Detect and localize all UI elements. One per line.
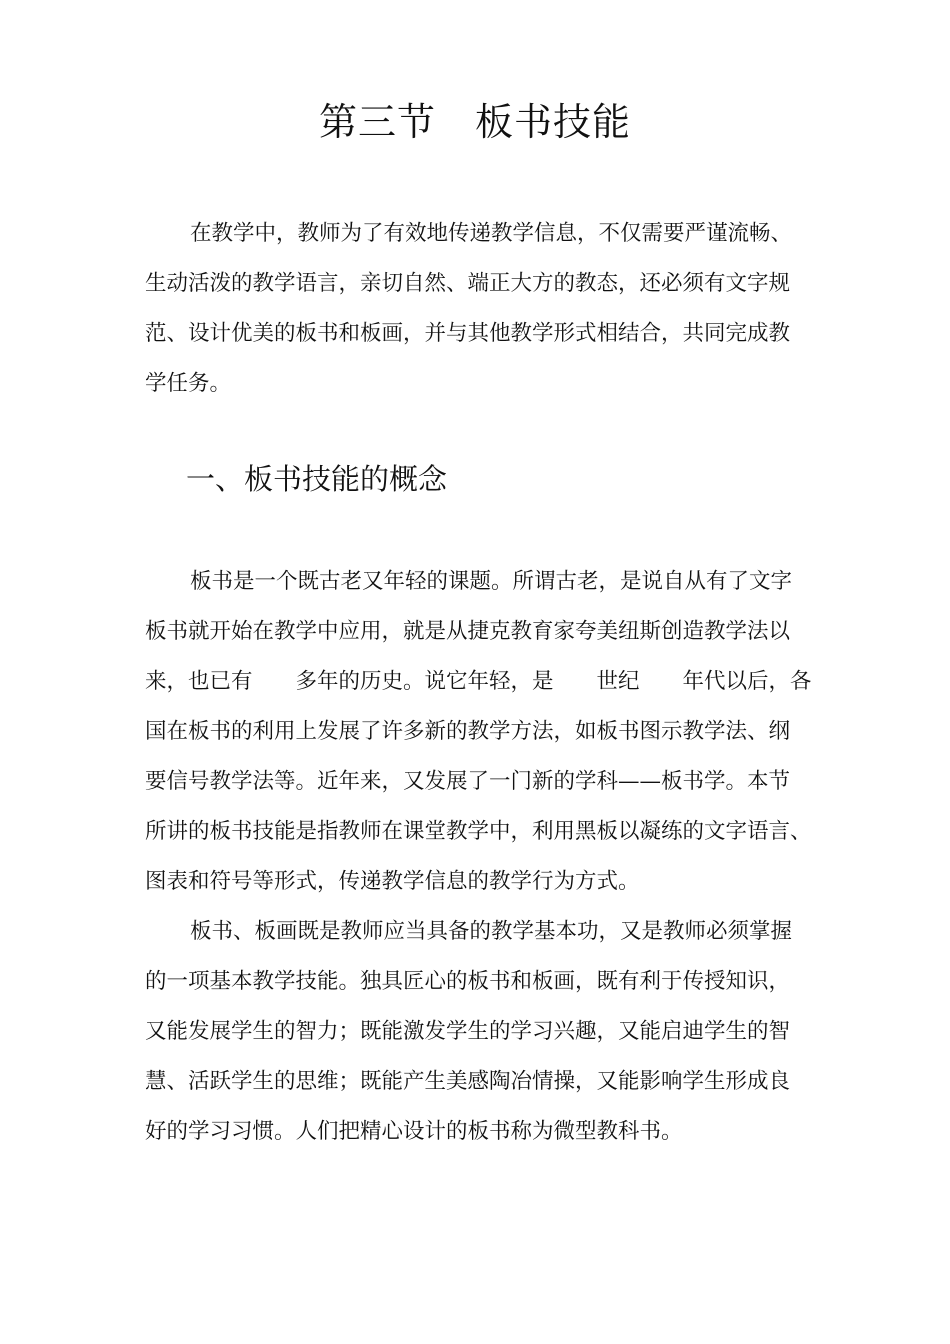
paragraph-line: 好的学习习惯。人们把精心设计的板书称为微型教科书。 xyxy=(145,1119,683,1144)
paragraph-line: 学任务。 xyxy=(145,371,232,396)
paragraph-line: 所讲的板书技能是指教师在课堂教学中，利用黑板以凝练的文字语言、 xyxy=(145,819,812,844)
paragraph-line: 慧、活跃学生的思维；既能产生美感陶冶情操，又能影响学生形成良 xyxy=(145,1069,791,1094)
paragraph-line: 国在板书的利用上发展了许多新的教学方法，如板书图示教学法、纲 xyxy=(145,719,791,744)
paragraph-line: 的一项基本教学技能。独具匠心的板书和板画，既有利于传授知识， xyxy=(145,969,791,994)
page-title: 第三节 板书技能 xyxy=(318,100,631,144)
paragraph-line: 又能发展学生的智力；既能激发学生的学习兴趣，又能启迪学生的智 xyxy=(145,1019,791,1044)
paragraph-line: 图表和符号等形式，传递教学信息的教学行为方式。 xyxy=(145,869,640,894)
paragraph-line: 生动活泼的教学语言，亲切自然、端正大方的教态，还必须有文字规 xyxy=(145,271,791,296)
paragraph-line: 板书就开始在教学中应用，就是从捷克教育家夸美纽斯创造教学法以 xyxy=(145,619,791,644)
paragraph-line: 来，也已有 多年的历史。说它年轻，是 世纪 年代以后，各 xyxy=(145,669,812,694)
section-heading: 一、板书技能的概念 xyxy=(186,462,448,496)
concept-paragraph-1 xyxy=(145,557,825,907)
intro-paragraph xyxy=(145,209,825,409)
paragraph-line: 范、设计优美的板书和板画，并与其他教学形式相结合，共同完成教 xyxy=(145,321,791,346)
paragraph-line: 要信号教学法等。近年来，又发展了一门新的学科——板书学。本节 xyxy=(145,769,791,794)
paragraph-line: 板书、板画既是教师应当具备的教学基本功，又是教师必须掌握 xyxy=(190,919,793,944)
concept-paragraph-2 xyxy=(145,907,825,1157)
paragraph-line: 在教学中，教师为了有效地传递教学信息，不仅需要严谨流畅、 xyxy=(190,221,793,246)
paragraph-line: 板书是一个既古老又年轻的课题。所谓古老，是说自从有了文字 xyxy=(190,569,793,594)
